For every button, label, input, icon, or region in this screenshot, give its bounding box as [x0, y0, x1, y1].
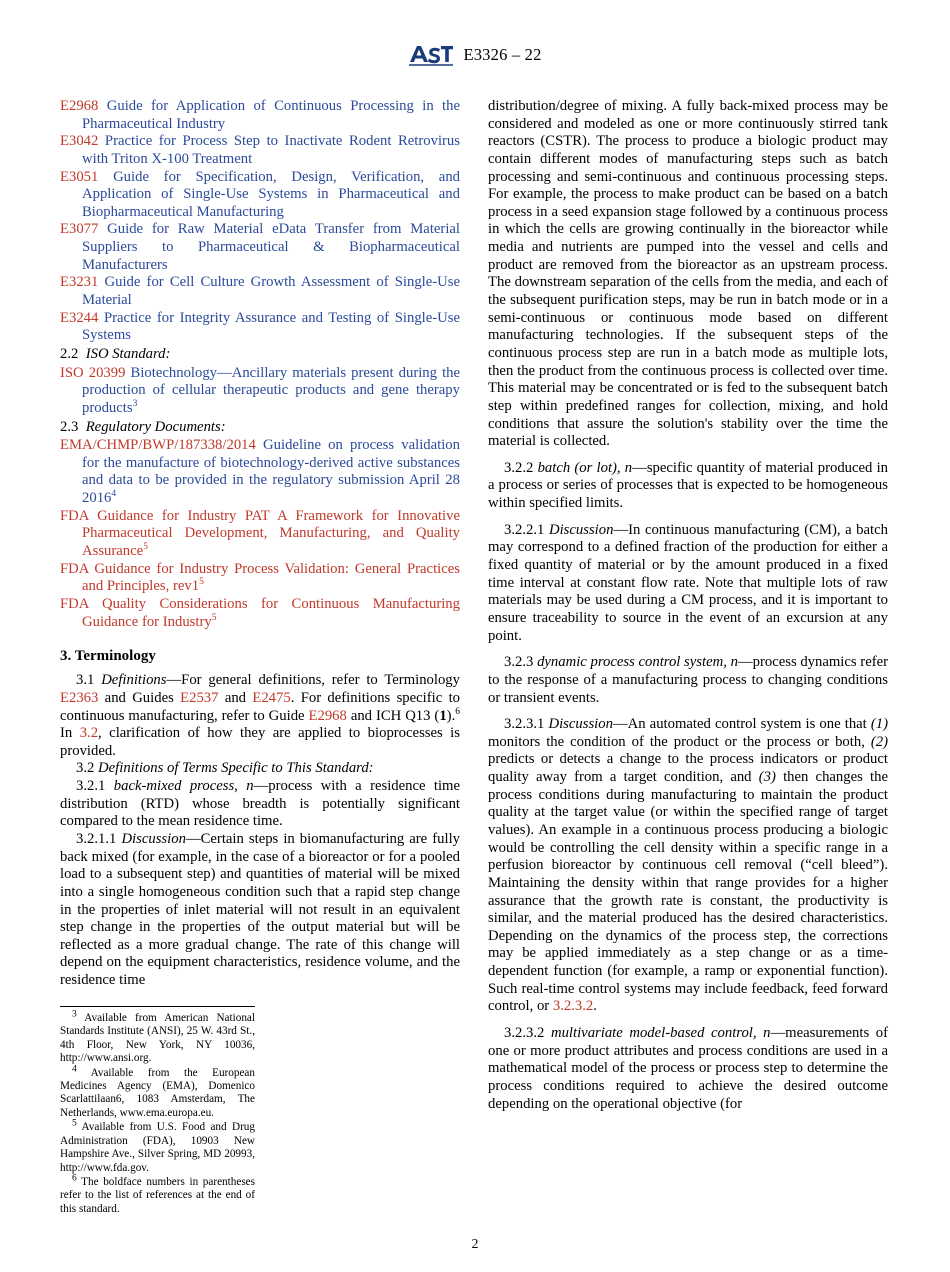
paragraph-3-1: 3.1 Definitions—For general definitions, refer to Terminology E2363 and Guides E2537 and E2475. For definitions specific to continuous manufacturing, refer to Guide E2968 and ICH Q13 (1).$^6$ In 3.2, clarification of how they are applied to bioprocesses is provided.	[60, 672, 460, 759]
reference-title[interactable]: Biotechnology—Ancillary materials present during the production of cellular therapeutic products and gene therapy products	[82, 364, 461, 416]
link-e2537[interactable]: E2537	[180, 689, 219, 706]
paragraph-3-2-2: 3.2.2 batch (or lot), n—specific quantity of material produced in a process or series of processes that is expected to be homogeneous within specified limits.	[488, 459, 889, 512]
section-title: Regulatory Documents:	[85, 418, 226, 435]
reference-id[interactable]: E3042	[60, 133, 99, 150]
reference-id[interactable]: E3244	[60, 309, 99, 326]
paragraph-3-2-3-2: 3.2.3.2 multivariate model-based control, n—measurements of one or more product attributes and process conditions are used in a mathematical model of the process or process step to determine the process conditions required to achieve the desired outcome depending on the operational objective (for	[488, 1025, 889, 1112]
footnote-number: 6	[72, 1173, 77, 1184]
section-number: 3.2.3.1	[504, 716, 549, 733]
right-column	[488, 98, 888, 1113]
reference-item[interactable]	[60, 310, 460, 345]
paragraph-3-2-1-1: 3.2.1.1 Discussion—Certain steps in biomanufacturing are fully back mixed (for example, in the case of a bioreactor or for a pooled load to a subsequent step) and quantities of material will be mixed into a single homogeneous condition such that a rapid step change in the properties of inlet material will not result in an equivalent step change in the properties of the output material but will be reflected as a more gradual change. The rate of this change will depend on the equipment characteristics, residence volume, and the residence time	[60, 830, 460, 989]
footnote-text: Available from the European Medicines Agency (EMA), Domenico Scarlattilaan6, 1083 Amsterdam, The Netherlands, www.ema.europa.eu.	[60, 1066, 255, 1119]
subsection-heading-regulatory	[60, 419, 460, 437]
reference-item[interactable]	[60, 98, 460, 133]
reference-id[interactable]: E3077	[60, 221, 99, 238]
discussion-label: Discussion	[121, 830, 186, 847]
reference-title[interactable]: Guide for Raw Material eData Transfer from Material Suppliers to Pharmaceutical & Biopharmaceutical Manufacturers	[82, 221, 461, 273]
section-number: 3.2.3.2	[504, 1025, 551, 1042]
reference-title[interactable]: Guide for Specification, Design, Verification, and Application of Single-Use Systems in Pharmaceutical and Biopharmaceutical Manufacturing	[82, 168, 461, 220]
reference-item[interactable]	[60, 365, 460, 418]
footnote-marker: 6	[455, 706, 460, 717]
section-number: 2.3	[60, 418, 79, 435]
defined-term: back-mixed process, n	[113, 778, 254, 795]
section-number: 3.2	[76, 760, 99, 777]
section-heading-terminology: 3. Terminology	[60, 648, 156, 665]
page-number: 2	[471, 1236, 479, 1251]
section-number: 3.2.1.1	[76, 830, 122, 847]
defined-term: multivariate model-based control, n	[550, 1025, 771, 1042]
reference-id[interactable]: EMA/CHMP/BWP/187338/2014	[60, 437, 256, 454]
section-number: 3.2.3	[504, 654, 538, 671]
reference-item[interactable]	[60, 221, 460, 274]
footnote	[60, 1009, 255, 1066]
section-number: 3.2.2.1	[504, 521, 549, 538]
footnotes-area	[60, 1006, 460, 1217]
paragraph-3-2-3: 3.2.3 dynamic process control system, n—process dynamics refer to the response of a manufacturing process to changing conditions or transient events.	[488, 654, 889, 706]
paragraph-3-2-2-1: 3.2.2.1 Discussion—In continuous manufacturing (CM), a batch may correspond to a defined fraction of the production for either a fixed quantity of material or by the amount produced in a fixed time interval at constant flow rate. Note that multiple lots of raw materials may be used during a CM process, and it is important to ensure traceability to source in the event of an excursion at any point.	[488, 521, 888, 644]
defined-term: batch (or lot), n	[537, 459, 633, 476]
paragraph-3-2	[60, 760, 460, 778]
page-header	[60, 42, 890, 76]
link-e2475[interactable]: E2475	[252, 689, 291, 706]
reference-item[interactable]	[60, 274, 460, 309]
footnote-number: 3	[72, 1009, 77, 1020]
enum-2: (2)	[870, 733, 888, 750]
reference-item[interactable]	[60, 437, 460, 508]
reference-item[interactable]	[60, 561, 460, 596]
footnote-marker: 5	[199, 577, 204, 588]
reference-item[interactable]	[60, 596, 460, 631]
section-number: 3.1	[76, 672, 102, 689]
section-number: 3.2.1	[76, 778, 114, 795]
reference-title[interactable]: Guide for Application of Continuous Processing in the Pharmaceutical Industry	[82, 98, 461, 132]
discussion-label: Discussion	[548, 716, 613, 733]
link-3-2[interactable]: 3.2	[79, 725, 99, 742]
reference-id[interactable]: ISO 20399	[60, 364, 126, 381]
link-e2363[interactable]: E2363	[60, 689, 99, 706]
document-designation: E3326 – 22	[463, 45, 542, 64]
two-column-body	[60, 98, 890, 1217]
reference-item[interactable]	[60, 508, 460, 561]
discussion-label: Discussion	[548, 521, 614, 538]
reference-title[interactable]: Guide for Cell Culture Growth Assessment of Single-Use Material	[82, 274, 461, 309]
enum-3: (3)	[758, 769, 776, 786]
subsection-heading-iso	[60, 346, 460, 364]
astm-logo-icon	[408, 42, 454, 68]
reference-title[interactable]: Practice for Process Step to Inactivate Rodent Retrovirus with Triton X-100 Treatment	[82, 133, 460, 167]
reference-title[interactable]: Guideline on process validation for the manufacture of biotechnology-derived active substances and data to be provided in the regulatory submission April 28 2016	[82, 437, 460, 507]
enum-1: (1)	[870, 716, 888, 733]
footnote-marker: 5	[211, 612, 217, 623]
section-number: 3.2.2	[504, 459, 538, 476]
footnote-rule	[60, 1006, 255, 1217]
link-3-2-3-2[interactable]: 3.2.3.2	[552, 998, 594, 1015]
footnote-text: Available from U.S. Food and Drug Administration (FDA), 10903 New Hampshire Ave., Silver Spring, MD 20993, http://www.fda.gov.	[60, 1121, 255, 1174]
reference-id[interactable]: E2968	[60, 98, 99, 114]
footnote-number: 5	[72, 1118, 77, 1129]
footnote-marker: 3	[132, 399, 138, 409]
section-title: Definitions of Terms Specific to This Standard:	[98, 760, 374, 777]
defined-term: dynamic process control system, n	[537, 654, 738, 671]
term-definitions: Definitions	[101, 672, 167, 689]
reference-item[interactable]	[60, 133, 460, 168]
footnote	[60, 1173, 255, 1216]
reference-id[interactable]: E3051	[60, 168, 99, 185]
footnote-text: Available from American National Standards Institute (ANSI), 25 W. 43rd St., 4th Floor, New York, NY 10036, http://www.ansi.org.	[60, 1011, 255, 1065]
link-e2968[interactable]: E2968	[308, 707, 347, 724]
footnote-number: 4	[72, 1063, 77, 1074]
reference-id[interactable]: E3231	[60, 274, 99, 291]
reference-number: 1	[439, 707, 447, 724]
footnote-marker: 5	[143, 542, 148, 553]
footnote-text: The boldface numbers in parentheses refer to the list of references at the end of this standard.	[60, 1176, 255, 1215]
paragraph-3-2-3-1: 3.2.3.1 Discussion—An automated control system is one that (1) monitors the condition of the product or the process or both, (2) predicts or detects a change to the process indicators or product quality away from a target condition, and (3) then changes the process conditions during manufacturing to maintain the product quality at the target value (or within the specified range of target values). An example in a continuous process producing a biologic would be controlling the cell density within a specific range in a perfusion bioreactor by continuous cell removal (“cell bleed”). Maintaining the density within that range provides for a higher assurance that the growth rate is constant, the productivity is similar, and the material produced has the desired characteristics. Depending on the dynamics of the process step, the corrections may be applied immediately as a step change or as a time-dependent function (for example, a ramp or exponential function). Such real-time control systems may include feedback, feed forward control, or 3.2.3.2.	[488, 716, 888, 1015]
reference-id[interactable]: FDA Guidance for Industry PAT A Framework for Innovative Pharmaceutical Development, Manufacturing, and Quality Assurance	[60, 507, 460, 560]
reference-id[interactable]: FDA Quality Considerations for Continuous Manufacturing Guidance for Industry	[60, 595, 460, 630]
section-number: 2.2	[60, 345, 79, 362]
footnote-marker: 4	[111, 489, 117, 500]
left-column	[60, 98, 460, 1217]
paragraph-continued: distribution/degree of mixing. A fully back-mixed process may be considered and modeled as one or more continuously stirred tank reactors (CSTR). The process to produce a biologic product may contain different modes of manufacturing steps such as batch processing and semi-continuous and continuous processing steps. For example, the process to make product can be based on a batch process in a seed expansion stage followed by a continuous process in which the cells are growing continually in the bioreactor while media and nutrients are pumped into the vessel and cells and product are removed from the bioreactor as an upstream process. The downstream separation of the cells from the media, and each of the subsequent purification steps, may be run in batch mode or in a semi-continuous or continuous mode based on different manufacturing technologies. If the subsequent steps of the continuous process step are run in a batch mode as multiple lots, then the product from the continuous process is collected over time. This material may be concentrated or is fed to the subsequent batch step within predefined ranges for collection, mixing, and hold conditions that assure the solution's stability over the time the material is collected.	[488, 98, 888, 450]
reference-title[interactable]: Practice for Integrity Assurance and Testing of Single-Use Systems	[82, 309, 460, 344]
reference-item[interactable]	[60, 169, 460, 222]
reference-id[interactable]: FDA Guidance for Industry Process Validation: General Practices and Principles, rev1	[60, 560, 460, 595]
footnote	[60, 1118, 255, 1175]
footnote	[60, 1063, 255, 1121]
section-title: ISO Standard:	[85, 345, 171, 362]
paragraph-3-2-1: 3.2.1 back-mixed process, n—process with a residence time distribution (RTD) whose breadth is potentially significant compared to the mean residence time.	[60, 778, 461, 830]
